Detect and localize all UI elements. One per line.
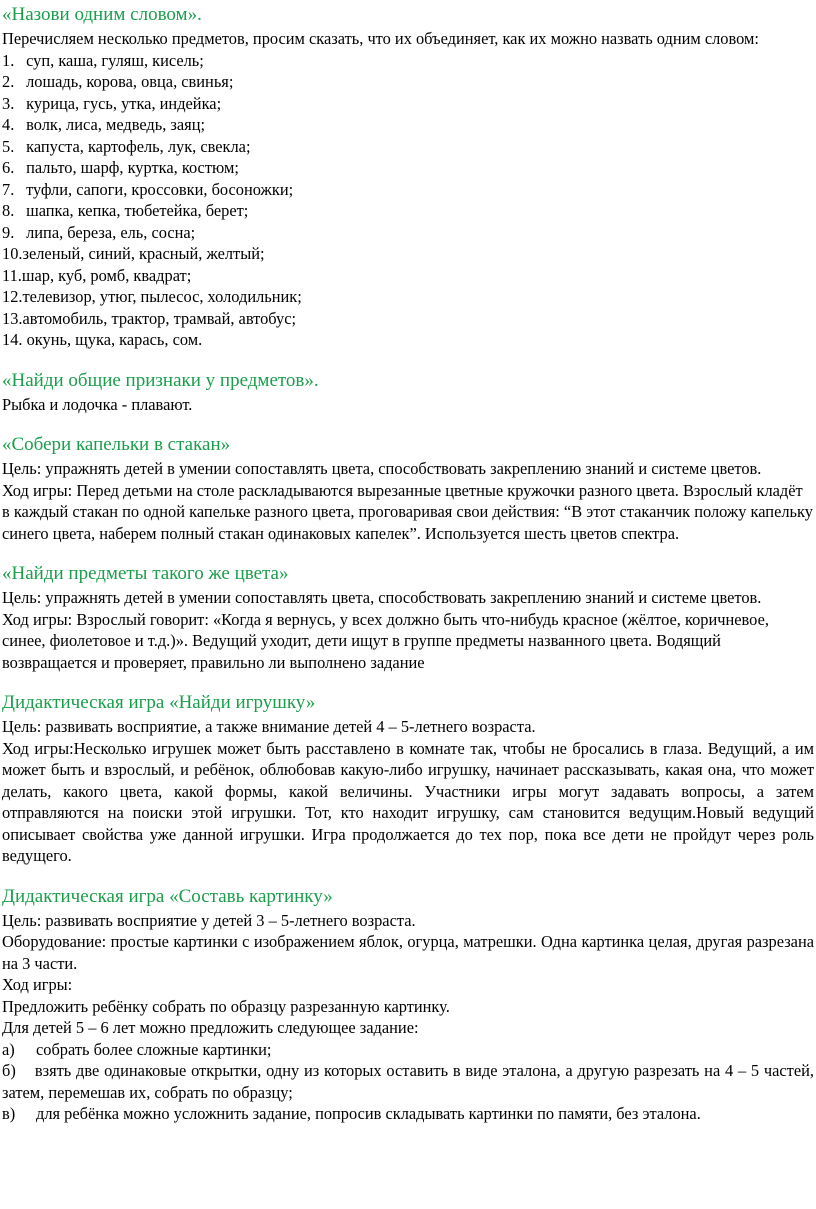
list-item: 4. волк, лиса, медведь, заяц;	[2, 115, 206, 134]
section-task-extended: Для детей 5 – 6 лет можно предложить следующее задание:	[2, 1018, 419, 1037]
section-game-flow: Ход игры: Взрослый говорит: «Когда я вернусь, у всех должно быть что-нибудь красное (жёлтое, коричневое, синее, фиолетовое и т.д.)». Ведущий уходит, дети ищут в группе предметы названного цвета. Водящий возвращается и проверяет, правильно ли выполнено задание	[2, 609, 769, 672]
list-item: 12.телевизор, утюг, пылесос, холодильник;	[2, 287, 302, 306]
section-goal: Цель: развивать восприятие у детей 3 – 5-летнего возраста.	[2, 910, 416, 930]
list-item: 14. окунь, щука, карась, сом.	[2, 330, 203, 349]
list-item: 10.зеленый, синий, красный, желтый;	[2, 244, 265, 263]
word-groups-list	[2, 50, 814, 351]
list-item: 5. капуста, картофель, лук, свекла;	[2, 136, 251, 156]
list-item: 9. липа, береза, ель, сосна;	[2, 222, 196, 242]
list-item: 7. туфли, сапоги, кроссовки, босоножки;	[2, 179, 294, 199]
option-item: а) собрать более сложные картинки;	[2, 1039, 272, 1059]
option-item: б) взять две одинаковые открытки, одну из которых оставить в виде эталона, а другую разрезать на 4 – 5 частей, затем, перемешав их, собрать по образцу;	[2, 1061, 814, 1102]
section-game-flow: Ход игры:Несколько игрушек может быть расставлено в комнате так, чтобы не бросались в глаза. Ведущий, а им может быть и взрослый, и ребёнок, облюбовав какую-либо игрушку, начинает рассказывать, какая она, что может делать, какого цвета, какой формы, какой величины. Участники игры могут задавать вопросы, а затем отправляются на поиски этой игрушки. Тот, кто находит игрушку, сам становится ведущим.Новый ведущий описывает свойства уже данной игрушки. Игра продолжается до тех пор, пока все дети не пройдут через роль ведущего.	[2, 738, 814, 865]
list-item: 11.шар, куб, ромб, квадрат;	[2, 265, 192, 285]
section-intro: Перечисляем несколько предметов, просим сказать, что их объединяет, как их можно назвать одним словом:	[2, 29, 759, 48]
list-item: 2. лошадь, корова, овца, свинья;	[2, 72, 234, 91]
section-title-name-one-word: «Назови одним словом».	[2, 4, 202, 25]
section-game-flow-label: Ход игры:	[2, 975, 73, 994]
section-title-make-picture: Дидактическая игра «Составь картинку»	[2, 885, 333, 907]
list-item: 6. пальто, шарф, куртка, костюм;	[2, 158, 239, 177]
section-task: Предложить ребёнку собрать по образцу разрезанную картинку.	[2, 996, 450, 1016]
section-goal: Цель: развивать восприятие, а также внимание детей 4 – 5-летнего возраста.	[2, 717, 536, 736]
list-item: 13.автомобиль, трактор, трамвай, автобус;	[2, 308, 297, 328]
section-text: Рыбка и лодочка - плавают.	[2, 394, 193, 414]
section-game-flow: Ход игры: Перед детьми на столе раскладываются вырезанные цветные кружочки разного цвета. Взрослый кладёт в каждый стакан по одной капельке разного цвета, проговаривая свои действия: “В этот стаканчик положу капельку синего цвета, наберем полный стакан одинаковых капелек”. Используется шесть цветов спектра.	[2, 480, 813, 543]
section-title-collect-drops: «Собери капельки в стакан»	[2, 434, 231, 455]
list-item: 1. суп, каша, гуляш, кисель;	[2, 50, 204, 70]
list-item: 8. шапка, кепка, тюбетейка, берет;	[2, 201, 249, 220]
list-item: 3. курица, гусь, утка, индейка;	[2, 93, 222, 113]
option-item: в) для ребёнка можно усложнить задание, попросив складывать картинки по памяти, без эталона.	[2, 1104, 701, 1123]
section-goal: Цель: упражнять детей в умении сопоставлять цвета, способствовать закреплению знаний и системе цветов.	[2, 588, 762, 607]
section-title-common-features: «Найди общие признаки у предметов».	[2, 369, 319, 391]
section-title-find-toy: Дидактическая игра «Найди игрушку»	[2, 692, 316, 713]
section-goal: Цель: упражнять детей в умении сопоставлять цвета, способствовать закреплению знаний и системе цветов.	[2, 459, 762, 478]
section-title-same-color: «Найди предметы такого же цвета»	[2, 563, 289, 584]
section-equipment: Оборудование: простые картинки с изображением яблок, огурца, матрешки. Одна картинка целая, другая разрезана на 3 части.	[2, 932, 814, 973]
